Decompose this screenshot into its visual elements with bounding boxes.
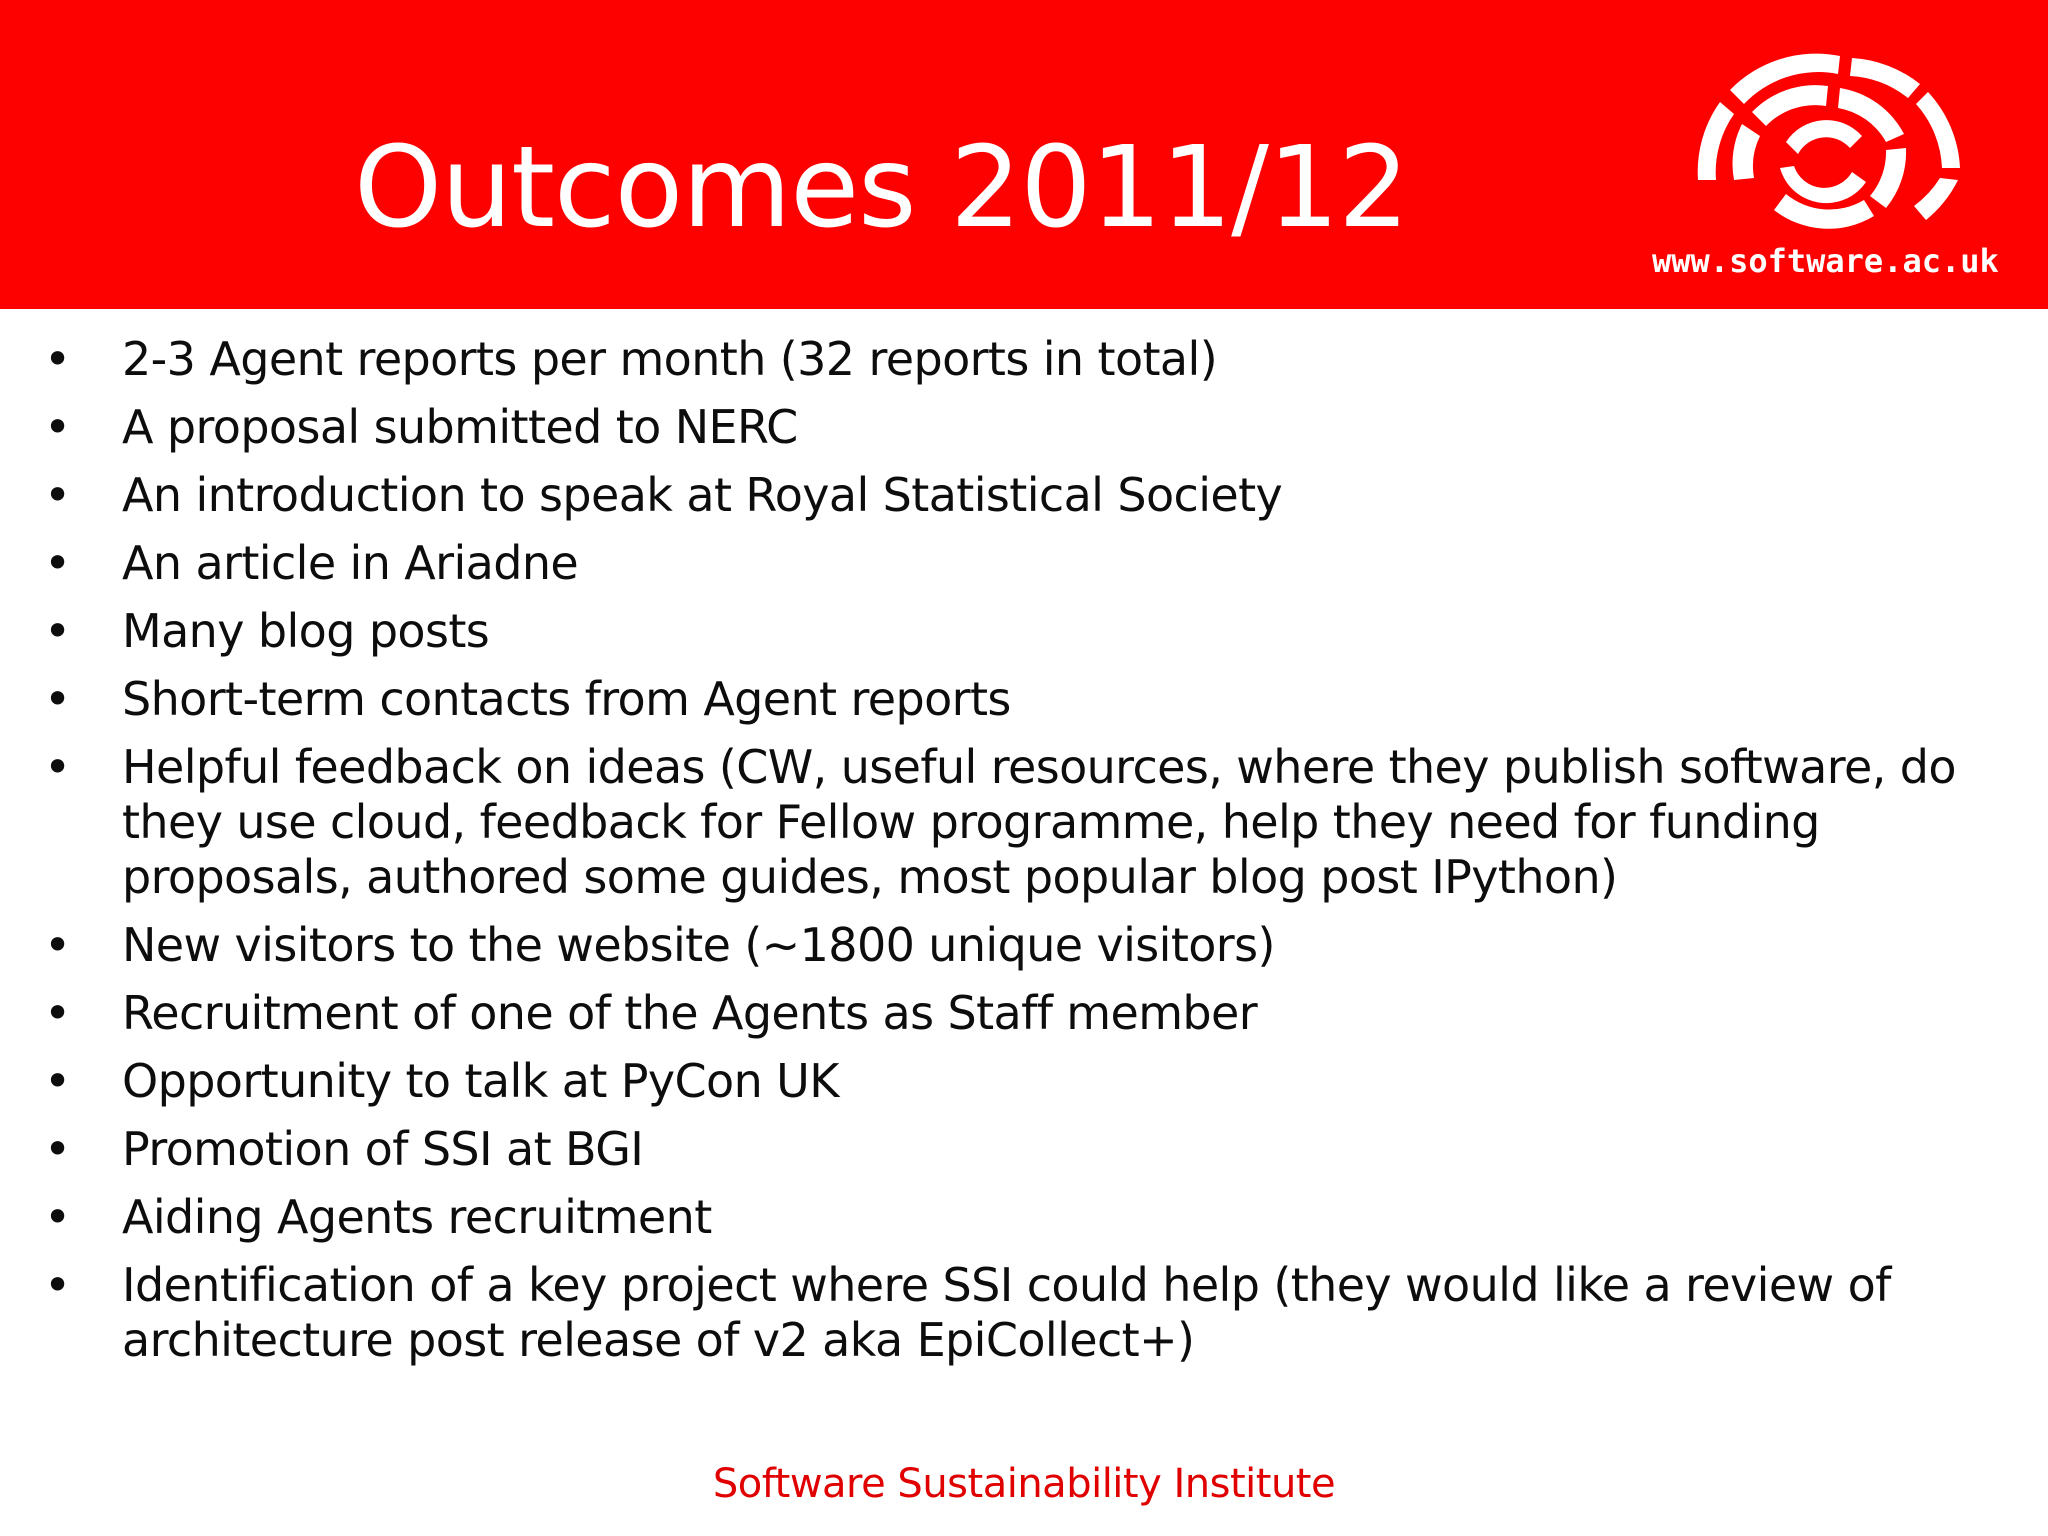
- list-item: [0, 1054, 2048, 1109]
- list-item: [0, 468, 2048, 523]
- bullet-icon: •: [44, 332, 71, 386]
- list-item: [0, 1258, 2048, 1368]
- list-item: [0, 918, 2048, 973]
- list-item: [0, 536, 2048, 591]
- bullet-icon: •: [44, 1054, 71, 1108]
- list-item: [0, 1190, 2048, 1245]
- bullet-icon: •: [44, 986, 71, 1040]
- list-item: [0, 1122, 2048, 1177]
- bullet-icon: •: [44, 468, 71, 522]
- list-item-text: 2-3 Agent reports per month (32 reports in total): [122, 332, 1218, 386]
- list-item: [0, 740, 2048, 905]
- bullet-icon: •: [44, 1122, 71, 1176]
- bullet-icon: •: [44, 400, 71, 454]
- list-item: [0, 604, 2048, 659]
- list-item-text: Aiding Agents recruitment: [122, 1190, 712, 1244]
- list-item: [0, 672, 2048, 727]
- footer-institute-name: Software Sustainability Institute: [712, 1461, 1336, 1507]
- list-item-text: Many blog posts: [122, 604, 490, 658]
- outcomes-list: [0, 332, 2048, 1381]
- list-item: [0, 400, 2048, 455]
- bullet-icon: •: [44, 672, 71, 726]
- list-item-text: New visitors to the website (~1800 unique visitors): [122, 918, 1275, 972]
- bullet-icon: •: [44, 1190, 71, 1244]
- list-item: [0, 986, 2048, 1041]
- bullet-icon: •: [44, 604, 71, 658]
- list-item-text: Short-term contacts from Agent reports: [122, 672, 1011, 726]
- list-item-text: Opportunity to talk at PyCon UK: [122, 1054, 839, 1108]
- bullet-icon: •: [44, 1258, 71, 1312]
- list-item: [0, 332, 2048, 387]
- list-item-text: A proposal submitted to NERC: [122, 400, 798, 454]
- slide-title: Outcomes 2011/12: [354, 123, 1409, 253]
- list-item-text: An introduction to speak at Royal Statistical Society: [122, 468, 1283, 522]
- list-item-text: An article in Ariadne: [122, 536, 579, 590]
- bullet-icon: •: [44, 740, 71, 794]
- header-banner: [0, 0, 2048, 309]
- bullet-icon: •: [44, 536, 71, 590]
- site-url: www.software.ac.uk: [1652, 242, 1999, 280]
- list-item-text: Promotion of SSI at BGI: [122, 1122, 644, 1176]
- list-item-text: Recruitment of one of the Agents as Staff member: [122, 986, 1258, 1040]
- list-item-text: Helpful feedback on ideas (CW, useful resources, where they publish software, do they use cloud, feedback for Fellow programme, help they need for funding proposals, authored some guides, most popular blog post IPython): [122, 740, 1956, 904]
- bullet-icon: •: [44, 918, 71, 972]
- ssi-logo-icon: [1690, 50, 1966, 236]
- list-item-text: Identification of a key project where SSI could help (they would like a review of architecture post release of v2 aka EpiCollect+): [122, 1258, 1891, 1367]
